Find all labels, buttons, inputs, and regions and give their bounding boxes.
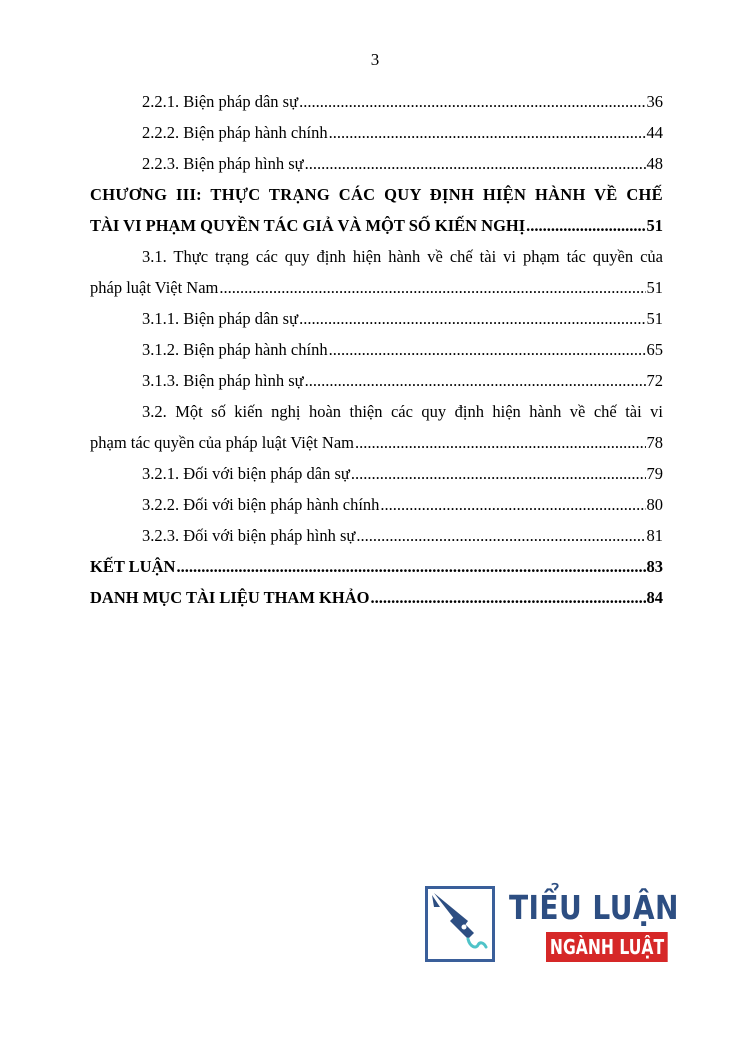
toc-entry-page: 44 bbox=[646, 123, 663, 142]
toc-entry-page: 81 bbox=[646, 526, 663, 545]
toc-entry[interactable] bbox=[90, 458, 663, 489]
toc-entry-title: 3.2.3. Đối với biện pháp hình sự bbox=[142, 526, 356, 545]
toc-entry[interactable] bbox=[90, 365, 663, 396]
toc-entry-title: 3.2.2. Đối với biện pháp hành chính bbox=[142, 495, 380, 514]
toc-entry[interactable] bbox=[90, 520, 663, 551]
toc-entry[interactable] bbox=[90, 117, 663, 148]
toc-entry-title: 2.2.2. Biện pháp hành chính bbox=[142, 123, 328, 142]
toc-entry-title: KẾT LUẬN bbox=[90, 557, 176, 576]
toc-entry[interactable] bbox=[90, 427, 663, 458]
toc-entry-title: DANH MỤC TÀI LIỆU THAM KHẢO bbox=[90, 588, 370, 607]
toc-entry-page: 51 bbox=[646, 216, 663, 235]
toc-entry-page: 36 bbox=[646, 92, 663, 111]
dot-leader bbox=[356, 520, 645, 551]
toc-entry[interactable] bbox=[90, 272, 663, 303]
dot-leader bbox=[176, 551, 645, 582]
toc-entry-page: 84 bbox=[646, 588, 663, 607]
toc-entry-page: 51 bbox=[646, 309, 663, 328]
toc-entry[interactable] bbox=[90, 86, 663, 117]
toc-entry[interactable] bbox=[90, 582, 663, 613]
dot-leader bbox=[305, 365, 646, 396]
toc-chapter-title-line1[interactable]: CHƯƠNG III: THỰC TRẠNG CÁC QUY ĐỊNH HIỆN HÀNH VỀ CHẾ bbox=[90, 185, 663, 204]
dot-leader bbox=[526, 210, 645, 241]
dot-leader bbox=[370, 582, 645, 613]
fountain-pen-nib-icon bbox=[425, 886, 495, 962]
toc-entry-title: 3.2.1. Đối với biện pháp dân sự bbox=[142, 464, 350, 483]
toc-entry-page: 78 bbox=[646, 433, 663, 452]
dot-leader bbox=[351, 458, 646, 489]
toc-section-title-line1[interactable]: 3.1. Thực trạng các quy định hiện hành về chế tài vi phạm tác quyền của bbox=[142, 247, 663, 266]
table-of-contents bbox=[90, 86, 663, 613]
logo-title: TIỂU LUẬN bbox=[509, 888, 679, 927]
toc-entry-title: 3.1.2. Biện pháp hành chính bbox=[142, 340, 328, 359]
dot-leader bbox=[380, 489, 645, 520]
dot-leader bbox=[329, 334, 646, 365]
toc-entry-page: 72 bbox=[646, 371, 663, 390]
page-number: 3 bbox=[370, 50, 380, 69]
toc-entry-title: TÀI VI PHẠM QUYỀN TÁC GIẢ VÀ MỘT SỐ KIẾN NGHỊ bbox=[90, 216, 526, 235]
toc-entry[interactable] bbox=[90, 334, 663, 365]
toc-entry-title: 2.2.3. Biện pháp hình sự bbox=[142, 154, 304, 173]
toc-entry-page: 83 bbox=[646, 557, 663, 576]
toc-entry-title: 3.1.3. Biện pháp hình sự bbox=[142, 371, 304, 390]
toc-entry-title: pháp luật Việt Nam bbox=[90, 278, 219, 297]
dot-leader bbox=[299, 303, 645, 334]
toc-entry-page: 51 bbox=[646, 278, 663, 297]
toc-entry-page: 80 bbox=[646, 495, 663, 514]
toc-entry[interactable] bbox=[90, 210, 663, 241]
toc-entry-title: 2.2.1. Biện pháp dân sự bbox=[142, 92, 299, 111]
tieu-luan-logo bbox=[425, 886, 679, 966]
dot-leader bbox=[219, 272, 645, 303]
toc-entry-page: 48 bbox=[646, 154, 663, 173]
toc-entry-title: phạm tác quyền của pháp luật Việt Nam bbox=[90, 433, 354, 452]
toc-section-title-line1[interactable]: 3.2. Một số kiến nghị hoàn thiện các quy định hiện hành về chế tài vi bbox=[142, 402, 663, 421]
toc-entry-title: 3.1.1. Biện pháp dân sự bbox=[142, 309, 299, 328]
dot-leader bbox=[329, 117, 646, 148]
toc-entry-page: 65 bbox=[646, 340, 663, 359]
toc-entry[interactable] bbox=[90, 489, 663, 520]
toc-entry[interactable] bbox=[90, 303, 663, 334]
toc-entry-page: 79 bbox=[646, 464, 663, 483]
dot-leader bbox=[305, 148, 646, 179]
toc-entry[interactable] bbox=[90, 551, 663, 582]
logo-subtitle: NGÀNH LUẬT bbox=[546, 932, 668, 962]
toc-entry[interactable] bbox=[90, 148, 663, 179]
dot-leader bbox=[355, 427, 646, 458]
dot-leader bbox=[299, 86, 645, 117]
